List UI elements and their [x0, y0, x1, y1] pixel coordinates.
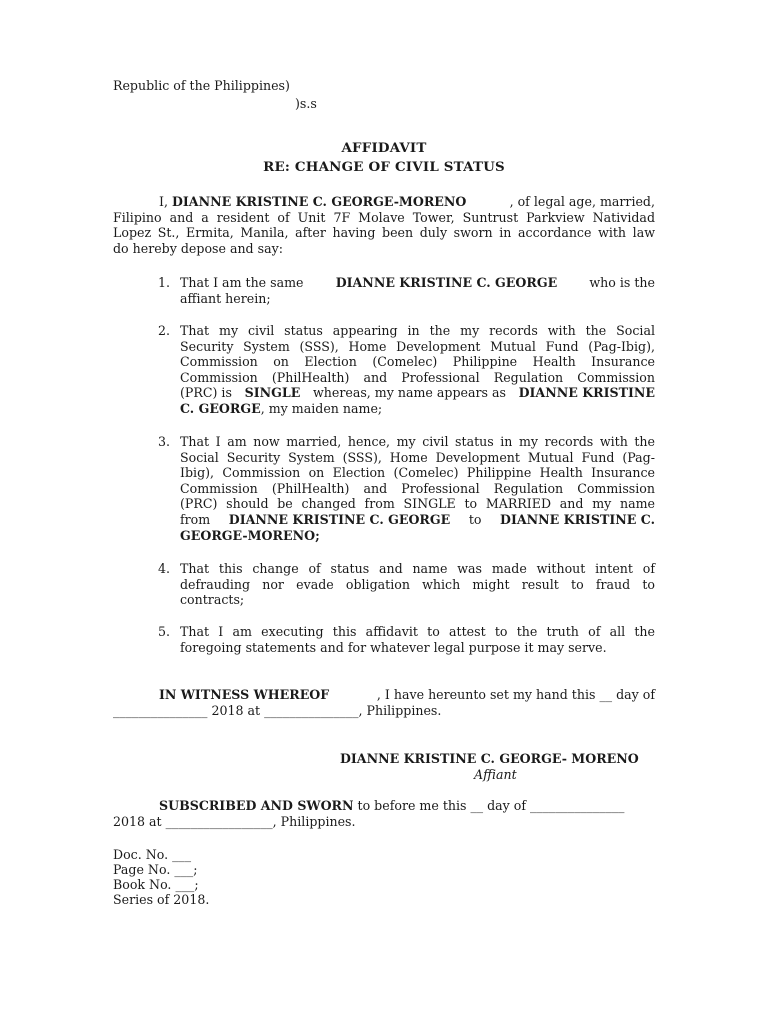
item-3-line-2: Social Security System (SSS), Home Development Mutual Fund (Pag- [180, 449, 655, 465]
intro-i: I, [159, 194, 168, 209]
witness-first [113, 687, 329, 703]
subtitle-re: RE [263, 159, 285, 175]
subscribed-bold: SUBSCRIBED AND SWORN [159, 798, 354, 813]
item-5-line-2: foregoing statements and for whatever legal purpose it may serve. [180, 639, 607, 655]
item-5 [180, 624, 655, 655]
affiant-signature-name: DIANNE KRISTINE C. GEORGE- MORENO [340, 751, 639, 766]
item-2-line-1: That my civil status appearing in the my records with the Social [180, 323, 655, 338]
item-1-name: DIANNE KRISTINE C. GEORGE [335, 275, 558, 290]
item-2-whereas: whereas, my name appears as [313, 385, 506, 401]
item-4-line-1: That this change of status and name was made without intent of [180, 561, 655, 576]
item-4 [180, 561, 655, 608]
item-2-line-2: Security System (SSS), Home Development Mutual Fund (Pag-Ibig), [180, 338, 655, 354]
affiant-label: Affiant [474, 767, 517, 782]
item-1-number: 1. [157, 275, 170, 290]
item-1 [180, 275, 655, 306]
subscribed-line-1 [113, 798, 655, 814]
item-2-line-3: Commission on Election (Comelec) Philippine Health Insurance [180, 354, 655, 370]
witness-rest: , I have hereunto set my hand this __ day of [376, 687, 655, 702]
item-2 [180, 323, 655, 417]
item-5-line-1: That I am executing this affidavit to attest to the truth of all the [180, 624, 655, 639]
item-3-line-4: Commission (PhilHealth) and Professional Regulation Commission [180, 480, 655, 496]
item-1-line-1 [180, 275, 655, 291]
item-1-text-a: That I am the same [180, 275, 304, 290]
item-3-line-1: That I am now married, hence, my civil status in my records with the [180, 434, 655, 449]
item-3-line-3: Ibig), Commission on Election (Comelec) Philippine Health Insurance [180, 465, 655, 481]
witness-bold: IN WITNESS WHEREOF [159, 687, 330, 702]
intro-line-2: Filipino and a resident of Unit 7F Molave Tower, Suntrust Parkview Natividad [113, 209, 655, 225]
item-3-to: to [468, 511, 482, 527]
document-subtitle [0, 160, 768, 176]
subscribed-paragraph [113, 798, 655, 829]
witness-paragraph [113, 687, 655, 718]
item-3-old-name: DIANNE KRISTINE C. GEORGE [228, 511, 451, 527]
item-2-maiden: , my maiden name; [260, 400, 383, 416]
item-2-line-4: Commission (PhilHealth) and Professional Regulation Commission [180, 369, 655, 385]
item-4-line-3: contracts; [180, 592, 245, 608]
item-4-line-2: defrauding nor evade obligation which might result to fraud to [180, 576, 655, 592]
item-5-number: 5. [157, 624, 170, 639]
item-2-number: 2. [157, 323, 170, 338]
item-3-number: 3. [157, 434, 170, 449]
item-3-from: from [180, 511, 211, 527]
ss-line: )s.s [295, 96, 317, 111]
item-3-line-6 [180, 512, 655, 528]
notary-page-no: Page No. ___; [113, 862, 198, 877]
item-2-line-6 [180, 401, 655, 417]
intro-rest1: , of legal age, married, [509, 194, 655, 209]
intro-line-3: Lopez St., Ermita, Manila, after having been duly sworn in accordance with law [113, 225, 655, 241]
item-3 [180, 434, 655, 543]
subtitle-rest: : CHANGE OF CIVIL STATUS [284, 159, 505, 175]
item-3-new-name-end: GEORGE-MORENO; [180, 527, 320, 543]
item-2-prc: (PRC) is [180, 385, 232, 401]
item-3-new-name-start: DIANNE KRISTINE C. [500, 511, 655, 527]
notary-book-no: Book No. ___; [113, 877, 199, 892]
intro-first [113, 194, 466, 210]
item-2-name-end: C. GEORGE [180, 400, 261, 416]
notary-series: Series of 2018. [113, 892, 210, 907]
item-2-name-start: DIANNE KRISTINE [518, 385, 655, 401]
witness-line-1 [113, 687, 655, 703]
document-title: AFFIDAVIT [341, 140, 427, 156]
republic-line: Republic of the Philippines) [113, 78, 290, 93]
item-4-number: 4. [157, 561, 170, 576]
item-1-line-2: affiant herein; [180, 290, 271, 306]
subscribed-line-2: 2018 at _________________, Philippines. [113, 813, 356, 829]
intro-paragraph [113, 194, 655, 256]
intro-line-1 [113, 194, 655, 210]
item-1-text-c: who is the [589, 275, 655, 290]
affiant-name-intro: DIANNE KRISTINE C. GEORGE-MORENO [172, 194, 467, 209]
subscribed-rest: to before me this __ day of _______________ [353, 798, 625, 813]
witness-line-2: _______________ 2018 at _______________, Philippines. [113, 702, 442, 718]
item-2-line-5 [180, 385, 655, 401]
notary-doc-no: Doc. No. ___ [113, 847, 192, 862]
item-2-single: SINGLE [244, 385, 301, 401]
intro-line-4: do hereby depose and say: [113, 240, 283, 256]
item-3-line-5: (PRC) should be changed from SINGLE to MARRIED and my name [180, 496, 655, 512]
